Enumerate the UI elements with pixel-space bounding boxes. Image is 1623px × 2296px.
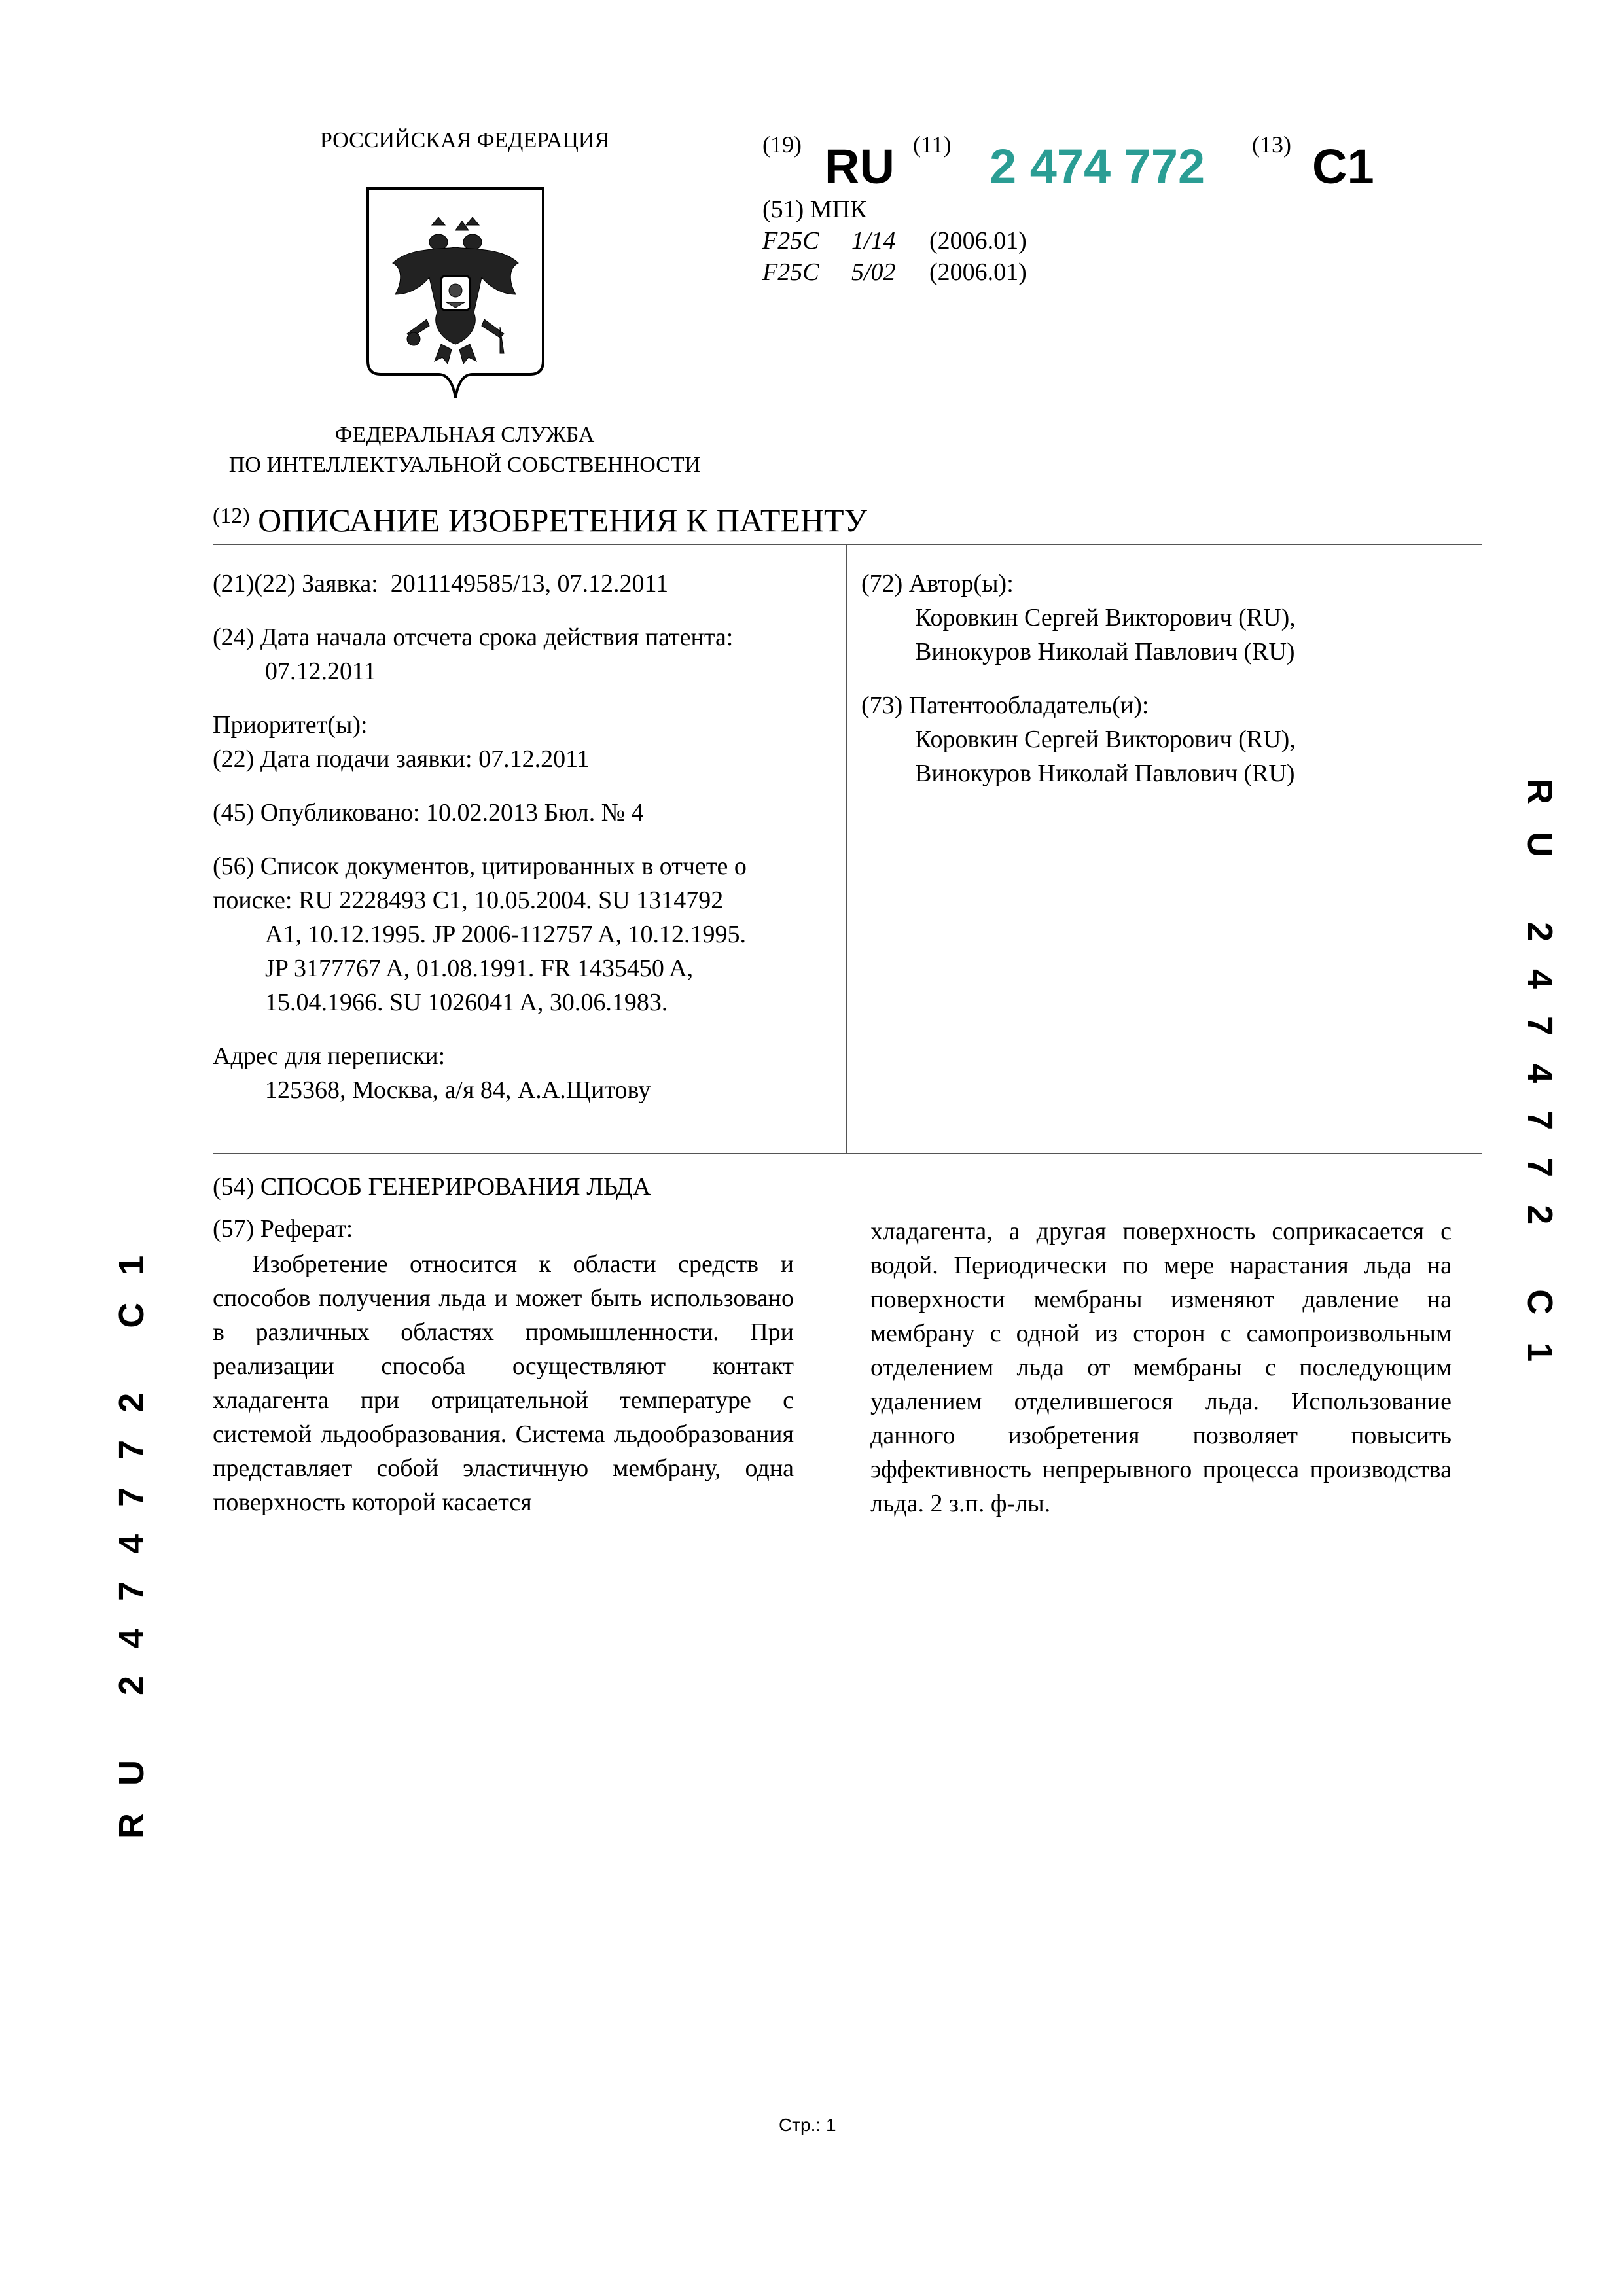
country-code: RU xyxy=(825,139,895,194)
cited-label: поиске: xyxy=(213,887,293,914)
filing-value: 07.12.2011 xyxy=(478,745,590,773)
inid-code-54: (54) xyxy=(213,1173,255,1201)
invention-title-text: СПОСОБ ГЕНЕРИРОВАНИЯ ЛЬДА xyxy=(260,1173,651,1201)
ipc-version: (2006.01) xyxy=(929,258,1027,286)
document-type-title xyxy=(213,501,867,539)
biblio-left-column xyxy=(213,567,828,1127)
cited-documents xyxy=(213,849,828,1019)
application-label: (21)(22) Заявка: xyxy=(213,570,378,597)
cited-line xyxy=(213,883,828,917)
invention-title xyxy=(213,1173,651,1201)
published-label: (45) Опубликовано: xyxy=(213,799,420,826)
abstract-text-right: хладагента, а другая поверхность соприкасается с водой. Периодически по мере нарастания льда на поверхности мембраны изменяют давление на мембрану с одной из сторон с самопроизвольным отделением льда от мембраны с последующим удалением отделившегося льда. Использование данного изобретения позволяет повысить эффективность непрерывного процесса производства льда. 2 з.п. ф-лы. xyxy=(870,1218,1452,1517)
ipc-version: (2006.01) xyxy=(929,227,1027,255)
term-block xyxy=(213,620,828,688)
published-value: 10.02.2013 Бюл. № 4 xyxy=(426,799,644,826)
side-patent-id-right: RU 2474772 C1 xyxy=(1520,779,1560,1390)
divider xyxy=(213,1153,1482,1154)
authors-label: (72) Автор(ы): xyxy=(861,570,1014,597)
owner-name: Винокуров Николай Павлович (RU) xyxy=(915,760,1295,787)
office-line-2: ПО ИНТЕЛЛЕКТУАЛЬНОЙ СОБСТВЕННОСТИ xyxy=(228,453,701,477)
inid-code-19: (19) xyxy=(762,132,802,158)
cited-line: 15.04.1966. SU 1026041 A, 30.06.1983. xyxy=(265,989,668,1016)
abstract-label: (57) Реферат: xyxy=(213,1215,353,1243)
term-value: 07.12.2011 xyxy=(265,658,376,685)
author-name: Коровкин Сергей Викторович (RU), xyxy=(915,604,1296,631)
owners-label: (73) Патентообладатель(и): xyxy=(861,692,1149,719)
ipc-group: 1/14 xyxy=(851,227,896,255)
address-block xyxy=(213,1039,828,1107)
office-line-1: ФЕДЕРАЛЬНАЯ СЛУЖБА xyxy=(334,423,595,447)
inid-code-11: (11) xyxy=(913,132,952,158)
owner-name: Коровкин Сергей Викторович (RU), xyxy=(915,726,1296,753)
office-name xyxy=(170,420,759,480)
priority-label: Приоритет(ы): xyxy=(213,711,368,739)
page-number: Стр.: 1 xyxy=(779,2115,836,2135)
authors-block xyxy=(861,567,1476,669)
inid-code-13: (13) xyxy=(1252,132,1291,158)
application-block xyxy=(213,567,828,601)
priority-block xyxy=(213,708,828,776)
published-block xyxy=(213,796,828,830)
filing-date xyxy=(213,742,828,776)
ipc-group: 5/02 xyxy=(851,258,896,286)
cited-heading: (56) Список документов, цитированных в отчете о xyxy=(213,853,747,880)
address-label: Адрес для переписки: xyxy=(213,1042,446,1070)
country-name: РОССИЙСКАЯ ФЕДЕРАЦИЯ xyxy=(319,128,610,152)
kind-code: C1 xyxy=(1312,139,1374,194)
ipc-row xyxy=(762,226,1090,258)
term-label: (24) Дата начала отсчета срока действия патента: xyxy=(213,624,734,651)
coat-of-arms-icon xyxy=(364,185,547,402)
filing-label: (22) Дата подачи заявки: xyxy=(213,745,473,773)
inid-code-12: (12) xyxy=(213,504,250,528)
cited-value: RU 2228493 C1, 10.05.2004. SU 1314792 xyxy=(298,887,724,914)
patent-number: 2 474 772 xyxy=(990,139,1205,194)
biblio-right-column xyxy=(861,567,1476,810)
ipc-row xyxy=(762,258,1090,289)
document-type-text: ОПИСАНИЕ ИЗОБРЕТЕНИЯ К ПАТЕНТУ xyxy=(258,502,867,539)
owners-block xyxy=(861,688,1476,790)
side-patent-id-left: RU 2474772 C1 xyxy=(112,1227,151,1839)
author-name: Винокуров Николай Павлович (RU) xyxy=(915,638,1295,665)
divider xyxy=(213,544,1482,545)
application-value: 2011149585/13, 07.12.2011 xyxy=(390,570,669,597)
abstract-text-left: Изобретение относится к области средств и способов получения льда и может быть использовано в различных областях промышленности. При реализации способа осуществляют контакт хладагента при отрицательной температуре с системой льдообразования. Система льдообразования представляет собой эластичную мембрану, одна поверхность которой касается xyxy=(213,1250,794,1516)
address-value: 125368, Москва, а/я 84, А.А.Щитову xyxy=(265,1076,651,1104)
ipc-code: F25C xyxy=(762,227,819,255)
cited-line: JP 3177767 A, 01.08.1991. FR 1435450 A, xyxy=(265,955,694,982)
column-divider xyxy=(846,544,847,1153)
ipc-code: F25C xyxy=(762,258,819,286)
cited-line: A1, 10.12.1995. JP 2006-112757 A, 10.12.1995. xyxy=(265,921,747,948)
ipc-label: (51) МПК xyxy=(762,196,867,223)
